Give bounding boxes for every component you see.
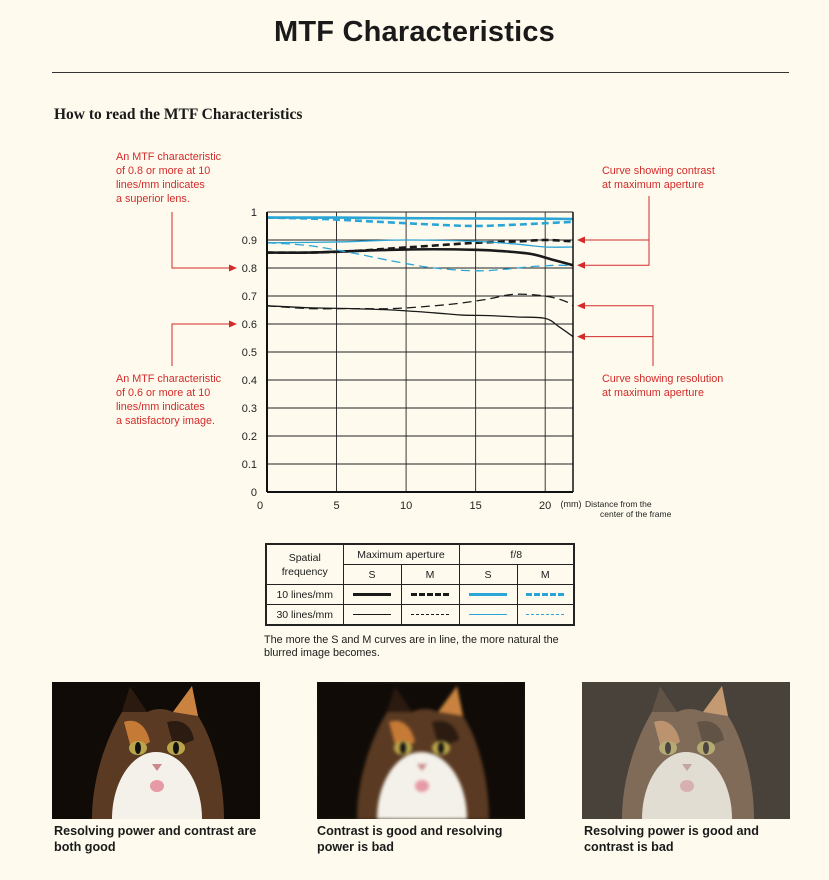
x-tick-label: 0 [256,500,264,512]
legend-sample-f8-s-10 [459,585,517,605]
legend-sample-f8-m-30 [517,605,574,626]
chart-series [267,218,573,337]
legend-sample-max-m-10 [401,585,459,605]
x-axis-unit: (mm) [560,499,582,509]
arrow-contrast [582,196,649,265]
annotation-satisfactory-image: An MTF characteristic of 0.6 or more at 10 lines/mm indicates a satisfactory image. [116,373,221,427]
series-line [267,306,573,337]
y-tick-label: 0.6 [241,319,257,331]
cat-illustration [52,682,260,819]
annotation-resolution-curve: Curve showing resolution at maximum aperture [602,373,724,399]
legend-header-spatial-frequency: Spatial frequency [266,544,343,585]
arrow-head [229,321,237,328]
x-tick-label: 20 [539,500,552,512]
legend-note: The more the S and M curves are in line, the more natural the blurred image becomes. [264,634,559,659]
legend-header-s: S [343,565,401,585]
arrow-head [577,333,585,340]
legend-header-m: M [517,565,574,585]
legend-header-max-aperture: Maximum aperture [343,544,459,565]
annotation-superior-lens: An MTF characteristic of 0.8 or more at 10 lines/mm indicates a superior lens. [116,151,221,205]
cat-photo-sharp [52,682,260,819]
legend-row-label-30: 30 lines/mm [266,605,343,626]
caption-sharp: Resolving power and contrast are both good [54,824,257,854]
y-tick-label: 0.2 [241,431,257,443]
y-tick-label: 0.9 [241,235,257,247]
legend-sample-max-s-30 [343,605,401,626]
cat-photo-blurred [317,682,525,819]
cat-illustration [582,682,790,819]
legend-table [265,543,575,626]
page-title: MTF Characteristics [274,16,555,48]
caption-low-contrast: Resolving power is good and contrast is bad [584,824,759,854]
arrow-head [577,237,585,244]
annotation-arrows [172,196,653,366]
arrow-head [577,302,585,309]
x-tick-label: 5 [333,500,340,512]
x-tick-label: 15 [469,500,482,512]
legend-sample-max-s-10 [343,585,401,605]
legend-sample-f8-s-30 [459,605,517,626]
arrow-satisfactory [172,324,233,366]
series-line [267,243,573,271]
legend-sample-f8-m-10 [517,585,574,605]
y-tick-label: 1 [250,207,257,219]
arrow-head [229,265,237,272]
arrow-resolution [582,306,653,366]
y-tick-label: 0.1 [241,459,257,471]
legend-row-label-10: 10 lines/mm [266,585,343,605]
cat-photo-low-contrast [582,682,790,819]
y-tick-label: 0.5 [241,347,257,359]
legend-header-s: S [459,565,517,585]
legend-header-f8: f/8 [459,544,574,565]
section-heading: How to read the MTF Characteristics [54,106,303,123]
y-tick-label: 0.4 [241,375,257,387]
arrow-head [577,262,585,269]
cat-illustration [317,682,525,819]
annotation-contrast-curve: Curve showing contrast at maximum aperture [602,165,715,191]
legend-header-m: M [401,565,459,585]
legend-sample-max-m-30 [401,605,459,626]
y-tick-label: 0 [250,487,257,499]
y-tick-label: 0.3 [241,403,257,415]
y-tick-label: 0.8 [241,263,257,275]
x-tick-label: 10 [399,500,413,512]
arrow-superior [172,212,233,268]
y-tick-label: 0.7 [241,291,257,303]
caption-blurred: Contrast is good and resolving power is bad [317,824,503,854]
x-axis-note: Distance from the center of the frame [585,499,672,519]
